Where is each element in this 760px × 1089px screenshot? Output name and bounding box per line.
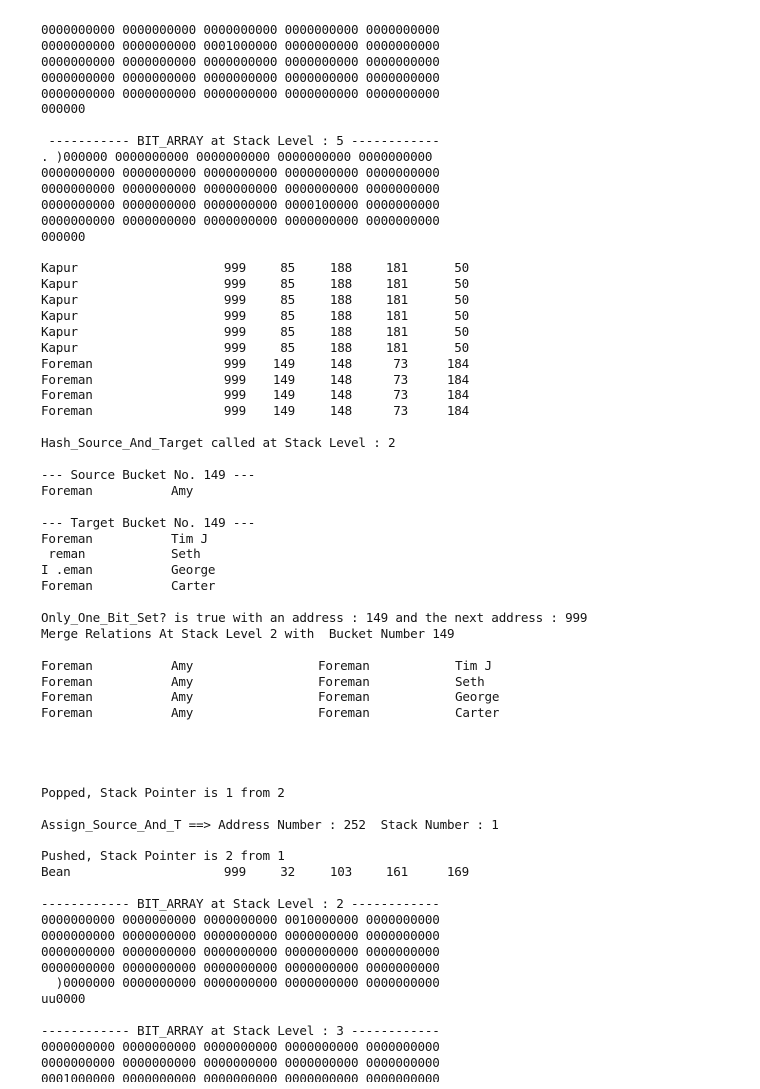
bit-array-line: 0000000000 0000000000 0000000000 0000000000 0000000000	[41, 1039, 440, 1055]
target-bucket-header: --- Target Bucket No. 149 ---	[41, 514, 256, 530]
record-value: 149	[272, 403, 295, 419]
record-value: 50	[454, 323, 469, 339]
bucket-surname: I .eman	[41, 562, 93, 578]
record-value: 999	[223, 387, 246, 403]
record-value: 73	[393, 371, 408, 387]
record-value: 181	[385, 292, 408, 308]
spacer	[41, 721, 753, 769]
record-name: Kapur	[41, 323, 78, 339]
spacer	[41, 832, 753, 848]
record-name: Kapur	[41, 308, 78, 324]
table-row	[41, 372, 753, 388]
bit-array-line: 0000000000 0000000000 0001000000 0000000000 0000000000	[41, 37, 440, 53]
record-value: 73	[393, 387, 408, 403]
record-value: 999	[223, 403, 246, 419]
bit-array-line: 000000	[41, 228, 86, 244]
record-value: 188	[329, 292, 352, 308]
table-row	[41, 324, 753, 340]
table-row	[41, 689, 753, 705]
merge-cell: Amy	[171, 657, 194, 673]
record-value: 999	[223, 276, 246, 292]
record-name: Foreman	[41, 371, 93, 387]
record-value: 50	[454, 260, 469, 276]
spacer	[41, 451, 753, 467]
merge-cell: Foreman	[41, 705, 93, 721]
source-bucket	[41, 467, 753, 499]
merge-cell: Foreman	[318, 673, 370, 689]
record-value: 50	[454, 276, 469, 292]
hash-call-message: Hash_Source_And_Target called at Stack Level : 2	[41, 435, 396, 451]
record-name: Kapur	[41, 260, 78, 276]
table-row	[41, 674, 753, 690]
pushed-message: Pushed, Stack Pointer is 2 from 1	[41, 848, 285, 864]
record-value: 85	[280, 323, 295, 339]
bit-array-line: . )000000 0000000000 0000000000 0000000000 0000000000	[41, 149, 433, 165]
record-value: 85	[280, 276, 295, 292]
record-value: 999	[223, 308, 246, 324]
record-name: Kapur	[41, 276, 78, 292]
merge-cell: George	[455, 689, 500, 705]
record-value: 181	[385, 323, 408, 339]
merge-cell: Amy	[171, 689, 194, 705]
record-value: 181	[385, 339, 408, 355]
bucket-firstname: Carter	[171, 578, 216, 594]
merge-cell: Tim J	[455, 657, 492, 673]
bucket-firstname: George	[171, 562, 216, 578]
merge-cell: Seth	[455, 673, 485, 689]
bucket-surname: Foreman	[41, 482, 93, 498]
record-value: 148	[329, 371, 352, 387]
table-row	[41, 387, 753, 403]
list-item	[41, 531, 753, 547]
record-value: 188	[329, 339, 352, 355]
record-value: 999	[223, 864, 246, 880]
bit-array-level-2	[41, 896, 753, 1007]
record-value: 85	[280, 339, 295, 355]
record-name: Foreman	[41, 403, 93, 419]
spacer	[41, 769, 753, 785]
bit-array-line: 0000000000 0000000000 0000000000 0000000000 0000000000	[41, 165, 440, 181]
record-value: 50	[454, 339, 469, 355]
spacer	[41, 594, 753, 610]
record-value: 50	[454, 308, 469, 324]
table-row	[41, 340, 753, 356]
bit-array-line: 0000000000 0000000000 0000000000 0000000000 0000000000	[41, 69, 440, 85]
record-value: 184	[446, 403, 469, 419]
record-value: 50	[454, 292, 469, 308]
record-value: 184	[446, 387, 469, 403]
record-value: 149	[272, 371, 295, 387]
spacer	[41, 801, 753, 817]
record-value: 999	[223, 292, 246, 308]
spacer	[41, 419, 753, 435]
spacer	[41, 117, 753, 133]
record-value: 149	[272, 387, 295, 403]
target-bucket	[41, 515, 753, 594]
list-item	[41, 546, 753, 562]
bit-array-line: 000000	[41, 101, 86, 117]
merge-cell: Amy	[171, 705, 194, 721]
spacer	[41, 499, 753, 515]
merge-cell: Foreman	[41, 689, 93, 705]
record-name: Kapur	[41, 339, 78, 355]
spacer	[41, 1007, 753, 1023]
record-value: 184	[446, 355, 469, 371]
bucket-surname: Foreman	[41, 530, 93, 546]
record-value: 188	[329, 276, 352, 292]
bit-array-line: 0000000000 0000000000 0000000000 0000000000 0000000000	[41, 85, 440, 101]
merge-cell: Foreman	[318, 657, 370, 673]
bit-array-line: 0000000000 0000000000 0000000000 0010000000 0000000000	[41, 911, 440, 927]
bit-array-header: ------------ BIT_ARRAY at Stack Level : 2 ------------	[41, 896, 440, 911]
bit-array-header: ----------- BIT_ARRAY at Stack Level : 5 ------------	[41, 133, 440, 149]
merge-cell: Foreman	[41, 657, 93, 673]
record-value: 188	[329, 260, 352, 276]
record-value: 999	[223, 371, 246, 387]
bit-array-level-3	[41, 1023, 753, 1082]
bucket-surname: reman	[41, 546, 86, 562]
table-row	[41, 276, 753, 292]
record-value: 999	[223, 260, 246, 276]
printout-page	[41, 22, 753, 1082]
record-value: 999	[223, 323, 246, 339]
record-value: 32	[280, 864, 295, 880]
bit-array-line: 0000000000 0000000000 0000000000 0000000000 0000000000	[41, 53, 440, 69]
bit-array-line: 0000000000 0000000000 0000000000 0000000000 0000000000	[41, 959, 440, 975]
merge-message: Merge Relations At Stack Level 2 with Bucket Number 149	[41, 625, 455, 641]
record-value: 73	[393, 403, 408, 419]
bucket-firstname: Tim J	[171, 530, 208, 546]
record-value: 148	[329, 355, 352, 371]
record-value: 181	[385, 308, 408, 324]
bit-set-message: Only_One_Bit_Set? is true with an address : 149 and the next address : 999	[41, 609, 588, 625]
merge-cell: Foreman	[318, 689, 370, 705]
list-item	[41, 483, 753, 499]
table-row	[41, 403, 753, 419]
table-row	[41, 292, 753, 308]
record-name: Foreman	[41, 387, 93, 403]
bit-array-line: 0000000000 0000000000 0000000000 0000000000 0000000000	[41, 1054, 440, 1070]
record-value: 148	[329, 403, 352, 419]
record-value: 999	[223, 339, 246, 355]
bit-array-block-top	[41, 22, 753, 117]
record-value: 103	[329, 864, 352, 880]
popped-message: Popped, Stack Pointer is 1 from 2	[41, 784, 285, 800]
bit-array-line: 0000000000 0000000000 0000000000 0000000000 0000000000	[41, 22, 440, 37]
record-name: Kapur	[41, 292, 78, 308]
bucket-firstname: Amy	[171, 482, 194, 498]
record-value: 188	[329, 323, 352, 339]
list-item	[41, 562, 753, 578]
record-value: 85	[280, 308, 295, 324]
spacer	[41, 244, 753, 260]
assign-message: Assign_Source_And_T ==> Address Number : 252 Stack Number : 1	[41, 816, 499, 832]
bit-array-line: 0000000000 0000000000 0000000000 0000100000 0000000000	[41, 196, 440, 212]
record-value: 169	[446, 864, 469, 880]
merge-table	[41, 658, 753, 722]
record-value: 148	[329, 387, 352, 403]
spacer	[41, 880, 753, 896]
record-value: 85	[280, 260, 295, 276]
table-row	[41, 260, 753, 276]
record-name: Foreman	[41, 355, 93, 371]
bit-array-line: 0000000000 0000000000 0000000000 0000000000 0000000000	[41, 927, 440, 943]
bit-array-line: 0000000000 0000000000 0000000000 0000000000 0000000000	[41, 180, 440, 196]
record-value: 181	[385, 260, 408, 276]
record-value: 999	[223, 355, 246, 371]
record-value: 188	[329, 308, 352, 324]
record-value: 184	[446, 371, 469, 387]
table-row	[41, 705, 753, 721]
bit-array-line: 0000000000 0000000000 0000000000 0000000000 0000000000	[41, 943, 440, 959]
table-row	[41, 658, 753, 674]
bit-array-level-5	[41, 133, 753, 244]
bit-array-line: )0000000 0000000000 0000000000 0000000000 0000000000	[41, 975, 440, 991]
record-value: 85	[280, 292, 295, 308]
merge-cell: Foreman	[318, 705, 370, 721]
records-table	[41, 260, 753, 419]
merge-cell: Foreman	[41, 673, 93, 689]
bit-array-line: 0001000000 0000000000 0000000000 0000000000 0000000000	[41, 1070, 440, 1082]
record-value: 181	[385, 276, 408, 292]
source-bucket-header: --- Source Bucket No. 149 ---	[41, 466, 256, 482]
bucket-firstname: Seth	[171, 546, 201, 562]
bit-array-line: 0000000000 0000000000 0000000000 0000000000 0000000000	[41, 212, 440, 228]
merge-cell: Amy	[171, 673, 194, 689]
record-value: 73	[393, 355, 408, 371]
spacer	[41, 642, 753, 658]
record-name: Bean	[41, 864, 71, 880]
list-item	[41, 578, 753, 594]
record-value: 149	[272, 355, 295, 371]
record-value: 161	[385, 864, 408, 880]
table-row	[41, 864, 753, 880]
table-row	[41, 356, 753, 372]
table-row	[41, 308, 753, 324]
bit-array-header: ------------ BIT_ARRAY at Stack Level : 3 ------------	[41, 1023, 440, 1039]
merge-cell: Carter	[455, 705, 500, 721]
bit-array-line: uu0000	[41, 991, 86, 1007]
bucket-surname: Foreman	[41, 578, 93, 594]
